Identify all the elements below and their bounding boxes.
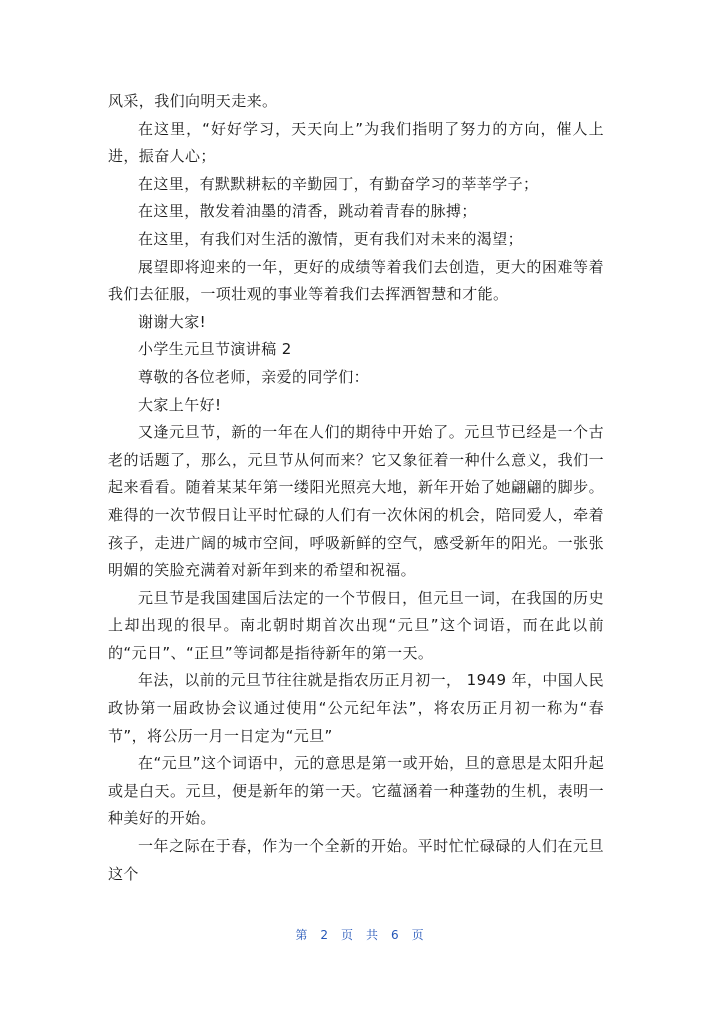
page-footer — [0, 926, 720, 943]
paragraph: 风采，我们向明天走来。 — [108, 92, 278, 110]
paragraph: 一年之际在于春，作为一个全新的开始。平时忙忙碌碌的人们在元旦这个 — [108, 837, 604, 883]
closing-line: 谢谢大家! — [138, 312, 207, 331]
footer-page-current: 2 — [320, 928, 329, 942]
footer-label-gong: 共 — [366, 928, 380, 942]
paragraph: 在这里，有我们对生活的激情，更有我们对未来的渴望； — [138, 229, 524, 248]
footer-label-ye: 页 — [340, 928, 354, 942]
paragraph: 在“元旦”这个词语中，元的意思是第一或开始，旦的意思是太阳升起或是白天。元旦，便是新年的第一天。它蕴涵着一种蓬勃的生机，表明一种美好的开始。 — [108, 754, 604, 828]
paragraph: 在这里，散发着油墨的清香，跳动着青春的脉搏； — [138, 202, 477, 221]
paragraph: 展望即将迎来的一年，更好的成绩等着我们去创造，更大的困难等着我们去征服，一项壮观的事业等着我们去挥洒智慧和才能。 — [108, 257, 604, 304]
paragraph: 在这里，“好好学习，天天向上”为我们指明了努力的方向，催人上进，振奋人心； — [108, 119, 604, 166]
paragraph: 又逢元旦节，新的一年在人们的期待中开始了。元旦节已经是一个古老的话题了，那么，元旦节从何而来？它又象征着一种什么意义，我们一起来看看。随着某某年第一缕阳光照亮大地，新年开始了她翩翩的脚步。难得的一次节假日让平时忙碌的人们有一次休闲的机会，陪同爱人，牵着孩子，走进广阔的城市空间，呼吸新鲜的空气，感受新年的阳光。一张张明媚的笑脸充满着对新年到来的希望和祝福。 — [108, 423, 604, 580]
paragraph: 在这里，有默默耕耘的辛勤园丁，有勤奋学习的莘莘学子； — [138, 174, 539, 193]
paragraph: 年法，以前的元旦节往往就是指农历正月初一， 1949 年，中国人民政协第一届政协会议通过使用“公元纪年法”，将农历正月初一称为“春节”，将公历一月一日定为“元旦” — [108, 671, 604, 745]
footer-label-di: 第 — [295, 928, 309, 942]
footer-page-total: 6 — [391, 928, 400, 942]
greeting: 大家上午好! — [138, 395, 222, 414]
footer-label-ye-end: 页 — [411, 928, 425, 942]
paragraph: 元旦节是我国建国后法定的一个节假日，但元旦一词，在我国的历史上却出现的很早。南北朝时期首次出现“元旦”这个词语，而在此以前的“元日”、“正旦”等词都是指待新年的第一天。 — [108, 588, 604, 662]
document-body — [108, 88, 604, 888]
salutation: 尊敬的各位老师，亲爱的同学们： — [138, 367, 370, 386]
section-title: 小学生元旦节演讲稿 2 — [138, 340, 292, 359]
